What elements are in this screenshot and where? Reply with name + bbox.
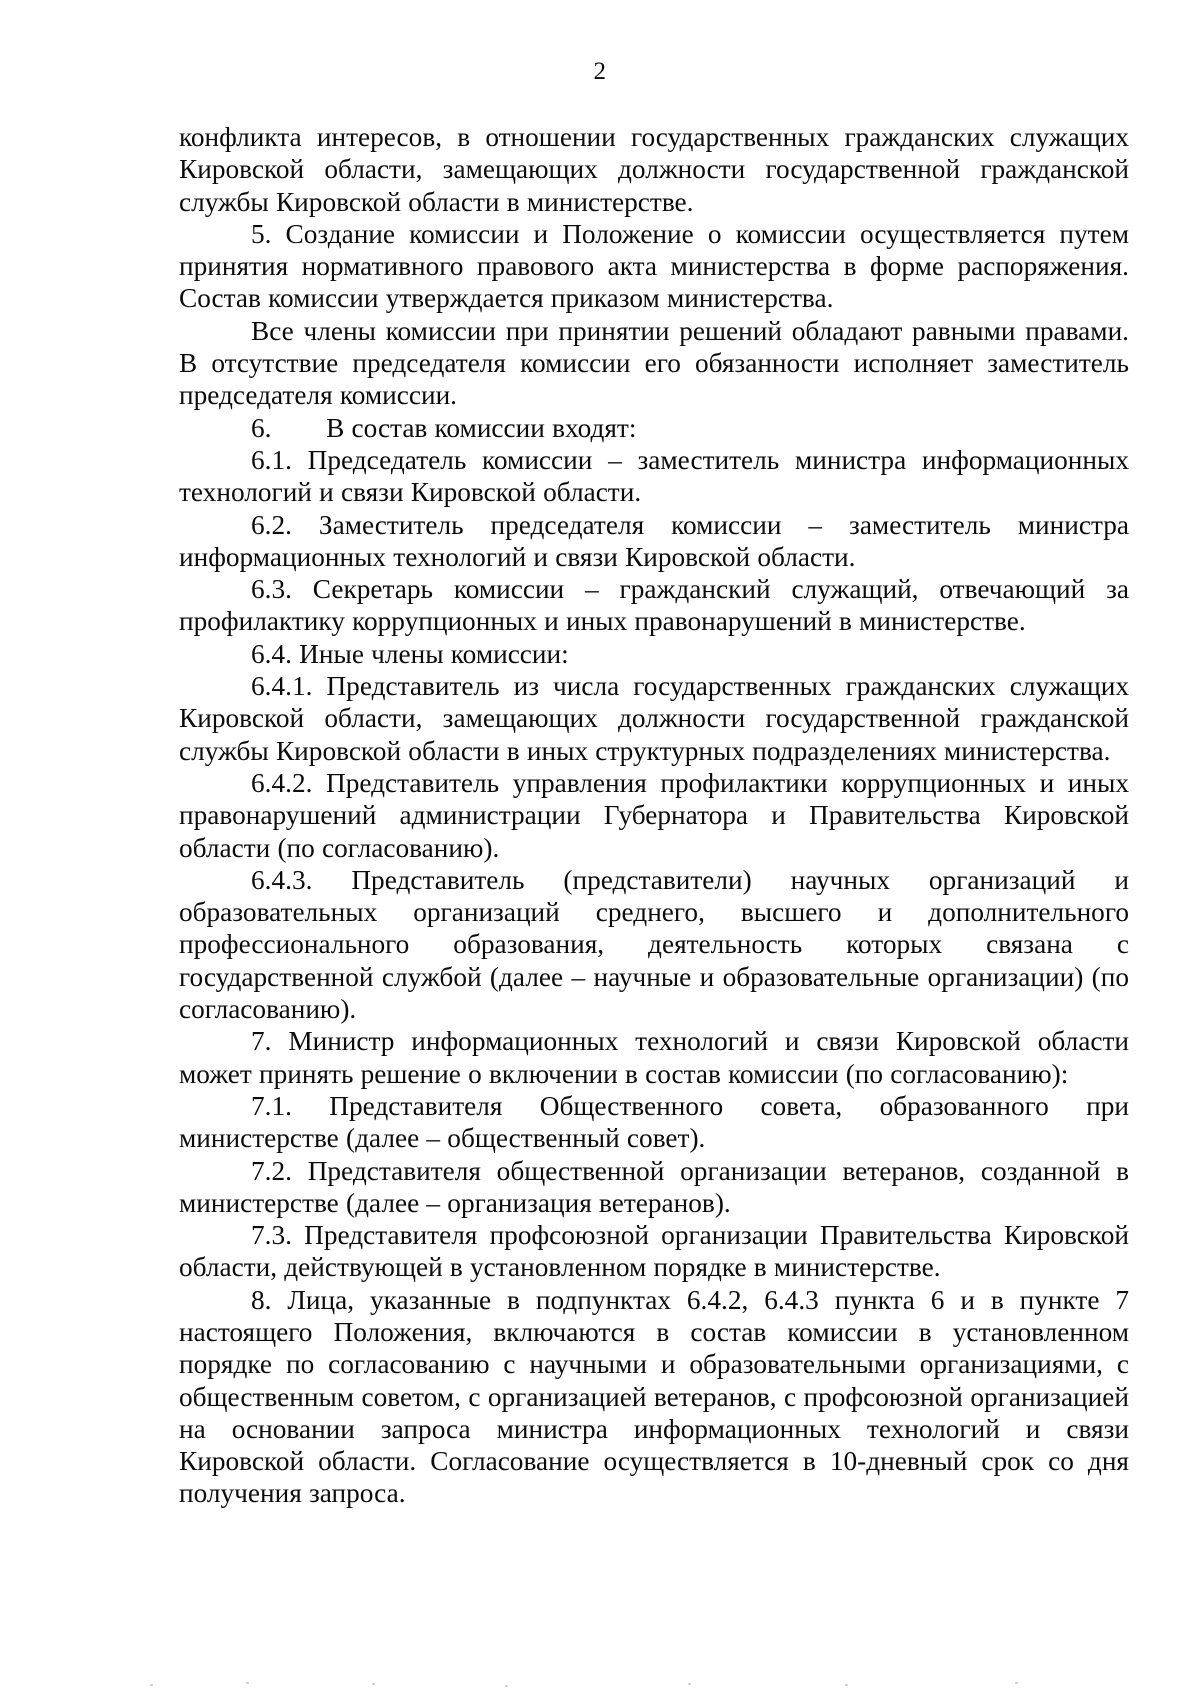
paragraph-6-1-chairman: 6.1. Председатель комиссии – заместитель министра информационных технологий и связи Кировской области.	[179, 444, 1129, 508]
paragraph-6-4-1-civil-servant-representative: 6.4.1. Представитель из числа государственных гражданских служащих Кировской области, замещающих должности государственной гражданской службы Кировской области в иных структурных подразделениях министерства.	[179, 671, 1129, 766]
page-number: 2	[593, 58, 607, 85]
paragraph-6-4-other-members: 6.4. Иные члены комиссии:	[251, 638, 569, 669]
scan-dot	[372, 1683, 375, 1685]
paragraph-5-commission-creation: 5. Создание комиссии и Положение о комиссии осуществляется путем принятия нормативного правового акта министерства в форме распоряжения. Состав комиссии утверждается приказом министерства.	[179, 218, 1129, 314]
document-body	[179, 121, 1129, 1510]
scan-dot	[688, 1683, 691, 1685]
paragraph-8-approval-procedure: 8. Лица, указанные в подпунктах 6.4.2, 6.4.3 пункта 6 и в пункте 7 настоящего Положения, включаются в состав комиссии в установленном порядке по согласованию с научными и образовательными организациями, с общественным советом, с организацией ветеранов, с профсоюзной организацией на основании запроса министра информационных технологий и связи Кировской области. Согласование осуществляется в 10-дневный срок со дня получения запроса.	[179, 1284, 1129, 1509]
paragraph-conflict-of-interest-continuation: конфликта интересов, в отношении государственных гражданских служащих Кировской области, замещающих должности государственной гражданской службы Кировской области в министерстве.	[179, 122, 1129, 217]
scan-artifacts	[0, 1665, 1200, 1695]
paragraph-6-4-3-science-education-representatives: 6.4.3. Представитель (представители) научных организаций и образовательных организаций среднего, высшего и дополнительного профессионального образования, деятельность которых связана с государственной службой (далее – научные и образовательные организации) (по согласованию).	[179, 864, 1129, 1025]
paragraph-members-equal-rights: Все члены комиссии при принятии решений обладают равными правами. В отсутствие председателя комиссии его обязанности исполняет заместитель председателя комиссии.	[179, 315, 1129, 411]
paragraph-7-2-veterans-organization: 7.2. Представителя общественной организации ветеранов, созданной в министерстве (далее – организация ветеранов).	[179, 1155, 1129, 1218]
scan-dot	[505, 1685, 508, 1687]
paragraph-6-composition: 6. В состав комиссии входят:	[251, 412, 637, 443]
scan-dot	[246, 1682, 249, 1684]
scan-dot	[1015, 1682, 1018, 1684]
scan-dot	[150, 1684, 153, 1686]
paragraph-7-3-trade-union: 7.3. Представителя профсоюзной организации Правительства Кировской области, действующей в установленном порядке в министерстве.	[179, 1220, 1129, 1283]
paragraph-7-1-public-council: 7.1. Представителя Общественного совета, образованного при министерстве (далее – общественный совет).	[179, 1090, 1129, 1154]
paragraph-6-4-2-anticorruption-representative: 6.4.2. Представитель управления профилактики коррупционных и иных правонарушений администрации Губернатора и Правительства Кировской области (по согласованию).	[179, 767, 1129, 863]
scan-dot	[845, 1684, 848, 1686]
paragraph-6-3-secretary: 6.3. Секретарь комиссии – гражданский служащий, отвечающий за профилактику коррупционных и иных правонарушений в министерстве.	[179, 574, 1129, 637]
paragraph-6-2-deputy-chairman: 6.2. Заместитель председателя комиссии – заместитель министра информационных технологий и связи Кировской области.	[179, 509, 1129, 572]
paragraph-7-minister-decision: 7. Министр информационных технологий и связи Кировской области может принять решение о включении в состав комиссии (по согласованию):	[179, 1026, 1129, 1089]
